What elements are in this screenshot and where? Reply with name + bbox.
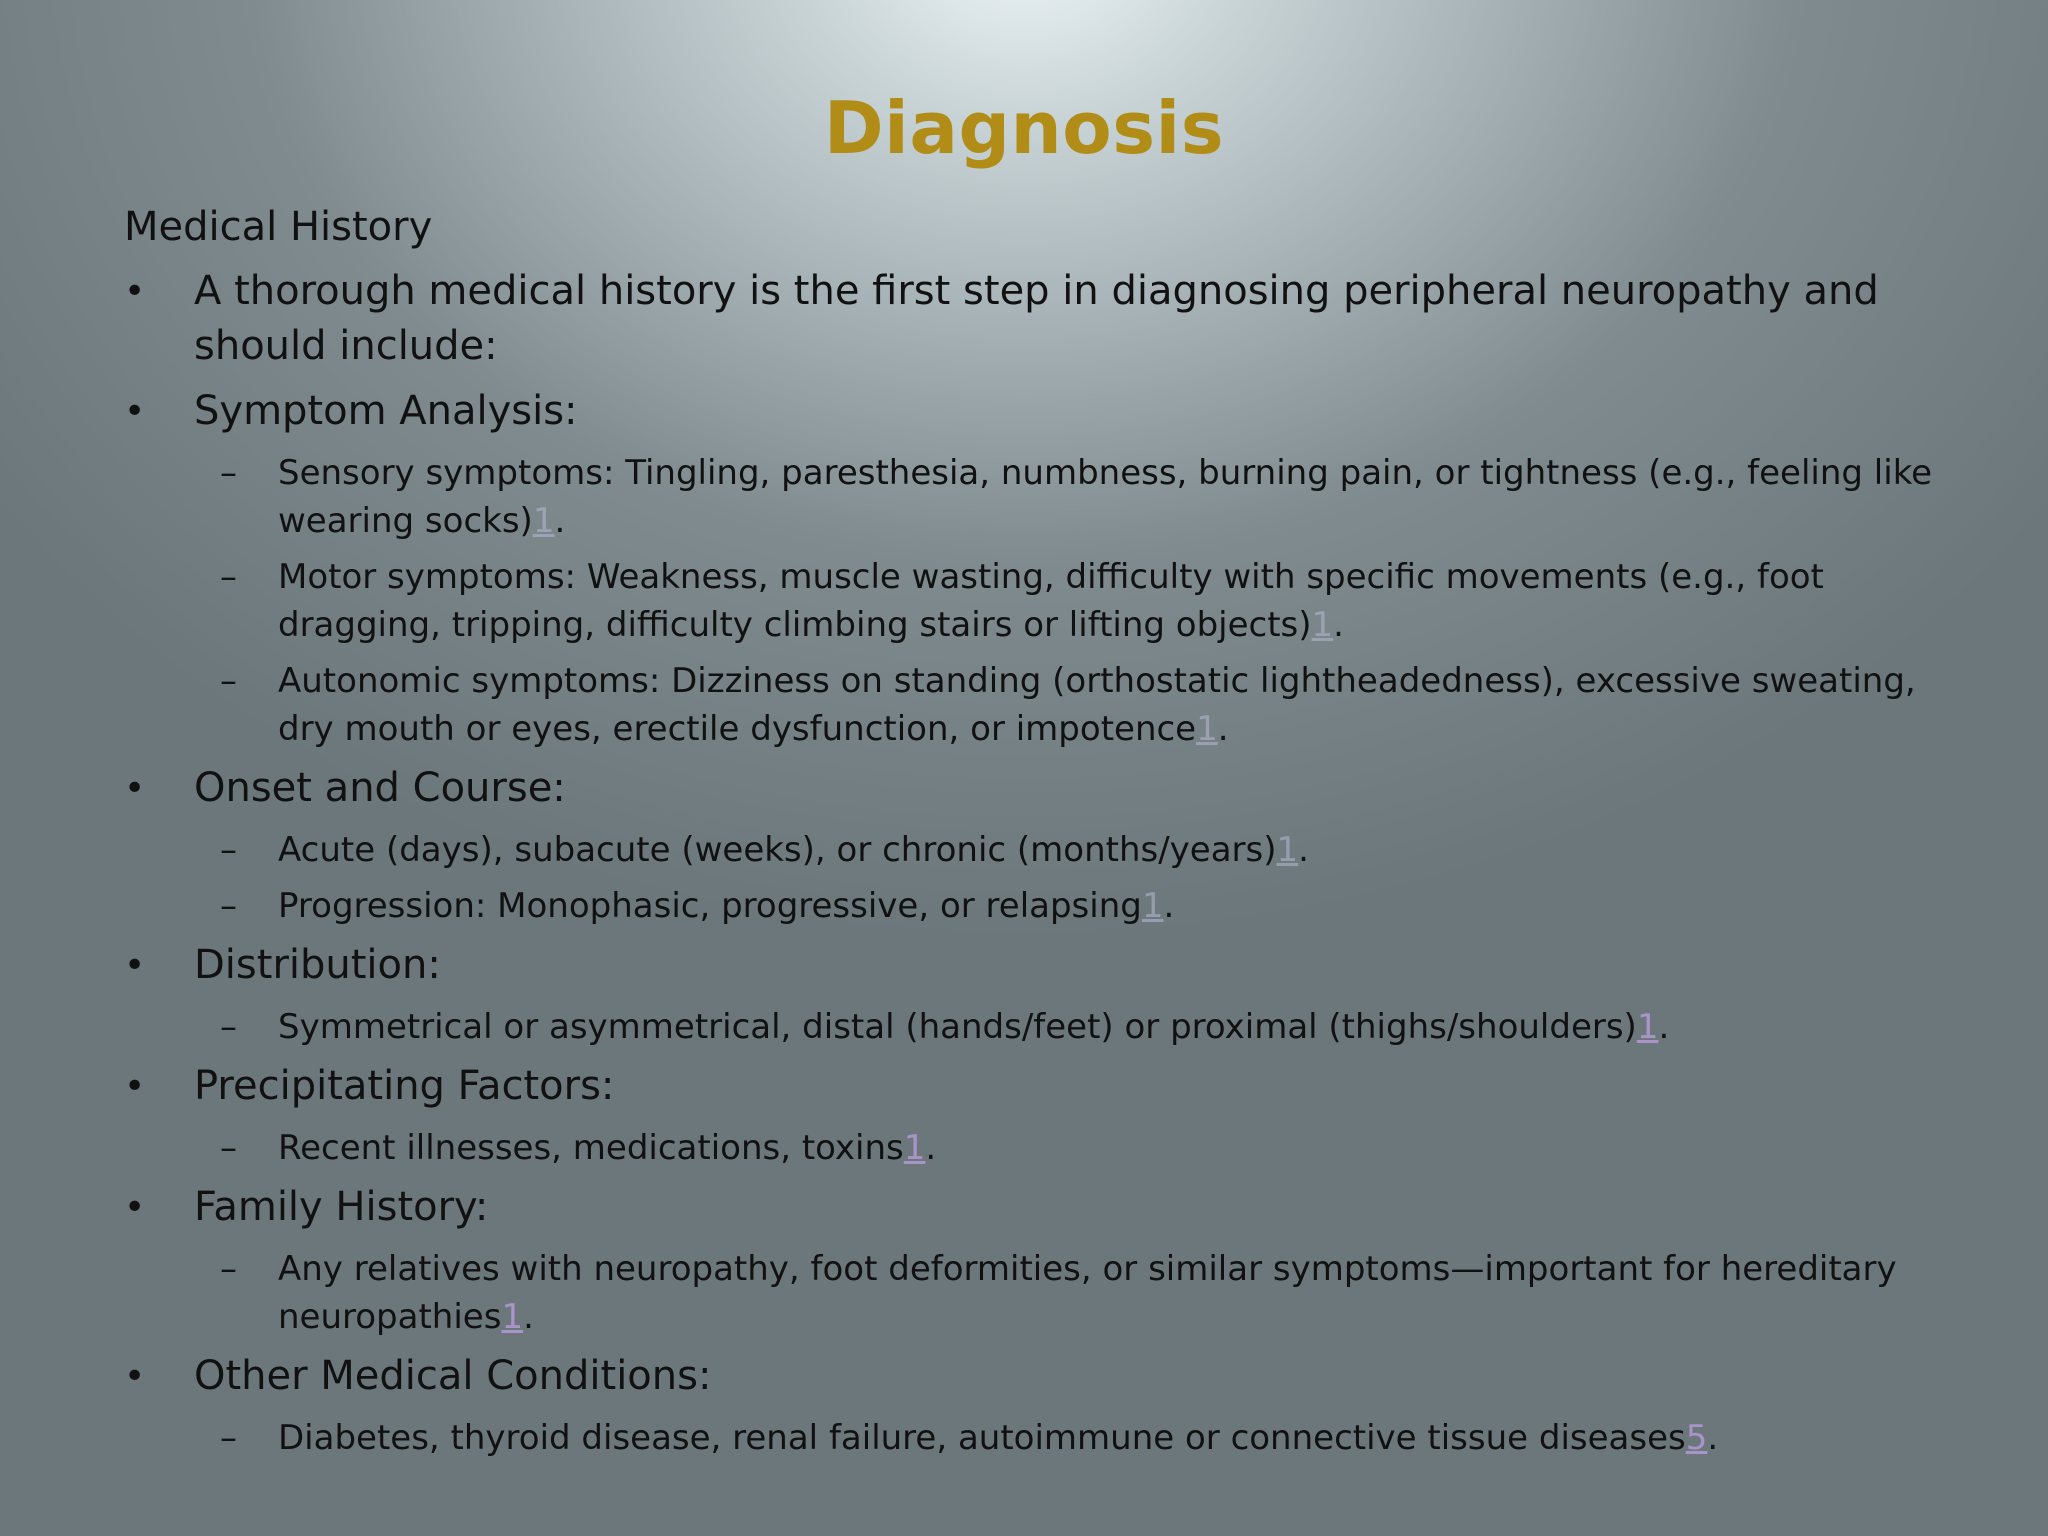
sub-item-text: Sensory symptoms: Tingling, paresthesia, numbness, burning pain, or tightness (e.g., feeling like wearing socks) <box>278 453 1933 541</box>
bullet-text: Symptom Analysis: <box>194 388 578 434</box>
sub-item <box>124 826 1944 874</box>
bullet-text: Family History: <box>194 1184 489 1230</box>
bullet-item <box>124 938 1944 993</box>
sub-item-text: Any relatives with neuropathy, foot deformities, or similar symptoms—important for hereditary neuropathies <box>278 1249 1897 1337</box>
sub-item-end: . <box>1298 830 1309 870</box>
reference-link[interactable]: 5 <box>1685 1418 1708 1458</box>
sub-item <box>124 657 1944 753</box>
reference-link[interactable]: 1 <box>1311 605 1334 645</box>
sub-item-text: Symmetrical or asymmetrical, distal (hands/feet) or proximal (thighs/shoulders) <box>278 1007 1637 1047</box>
bullet-text: Other Medical Conditions: <box>194 1353 712 1399</box>
bullet-item <box>124 1059 1944 1114</box>
sub-item <box>124 1414 1944 1462</box>
reference-link[interactable]: 1 <box>903 1128 926 1168</box>
reference-link[interactable]: 1 <box>1636 1007 1659 1047</box>
sub-item-end: . <box>1163 886 1175 926</box>
slide-title: Diagnosis <box>823 86 1225 170</box>
dash-marker: – <box>220 1249 237 1289</box>
bullet-item <box>124 1349 1944 1404</box>
reference-link[interactable]: 1 <box>1141 886 1164 926</box>
sub-item-text: Acute (days), subacute (weeks), or chronic (months/years) <box>278 830 1277 870</box>
dash-marker: – <box>220 1418 237 1458</box>
sub-item <box>124 449 1944 545</box>
slide-content <box>124 200 1944 1470</box>
bullet-marker: • <box>124 1066 146 1107</box>
sub-item-end: . <box>523 1297 534 1337</box>
sub-item-text: Autonomic symptoms: Dizziness on standing (orthostatic lightheadedness), excessive sweating, dry mouth or eyes, erectile dysfunction, or impotence <box>278 661 1916 749</box>
sub-item <box>124 882 1944 930</box>
bullet-text: Onset and Course: <box>194 765 566 811</box>
sub-item-text: Diabetes, thyroid disease, renal failure, autoimmune or connective tissue diseases <box>278 1418 1686 1458</box>
bullet-marker: • <box>124 945 146 986</box>
bullet-item <box>124 264 1944 374</box>
sub-item-end: . <box>554 501 566 541</box>
section-heading: Medical History <box>124 204 433 250</box>
sub-item-text: Progression: Monophasic, progressive, or relapsing <box>278 886 1142 926</box>
dash-marker: – <box>220 453 237 493</box>
reference-link[interactable]: 1 <box>1276 830 1299 870</box>
sub-item-end: . <box>1707 1418 1719 1458</box>
dash-marker: – <box>220 661 237 701</box>
sub-item <box>124 1003 1944 1051</box>
bullet-item <box>124 761 1944 816</box>
dash-marker: – <box>220 1128 237 1168</box>
dash-marker: – <box>220 830 237 870</box>
sub-item-text: Recent illnesses, medications, toxins <box>278 1128 904 1168</box>
sub-item-end: . <box>1217 709 1229 749</box>
dash-marker: – <box>220 557 237 597</box>
sub-item-end: . <box>925 1128 937 1168</box>
sub-item <box>124 553 1944 649</box>
bullet-marker: • <box>124 1187 146 1228</box>
bullet-marker: • <box>124 768 146 809</box>
sub-item <box>124 1245 1944 1341</box>
bullet-marker: • <box>124 271 146 312</box>
sub-item-end: . <box>1333 605 1344 645</box>
bullet-item <box>124 384 1944 439</box>
reference-link[interactable]: 1 <box>532 501 555 541</box>
sub-item-text: Motor symptoms: Weakness, muscle wasting, difficulty with specific movements (e.g., foot dragging, tripping, difficulty climbing stairs or lifting objects) <box>278 557 1824 645</box>
bullet-item <box>124 1180 1944 1235</box>
dash-marker: – <box>220 1007 237 1047</box>
bullet-text: Distribution: <box>194 942 441 988</box>
bullet-text: A thorough medical history is the first step in diagnosing peripheral neuropathy and should include: <box>194 268 1879 369</box>
reference-link[interactable]: 1 <box>1196 709 1218 749</box>
sub-item <box>124 1124 1944 1172</box>
reference-link[interactable]: 1 <box>501 1297 524 1337</box>
sub-item-end: . <box>1658 1007 1670 1047</box>
bullet-text: Precipitating Factors: <box>194 1063 615 1109</box>
bullet-marker: • <box>124 391 146 432</box>
dash-marker: – <box>220 886 237 926</box>
bullet-marker: • <box>124 1356 146 1397</box>
